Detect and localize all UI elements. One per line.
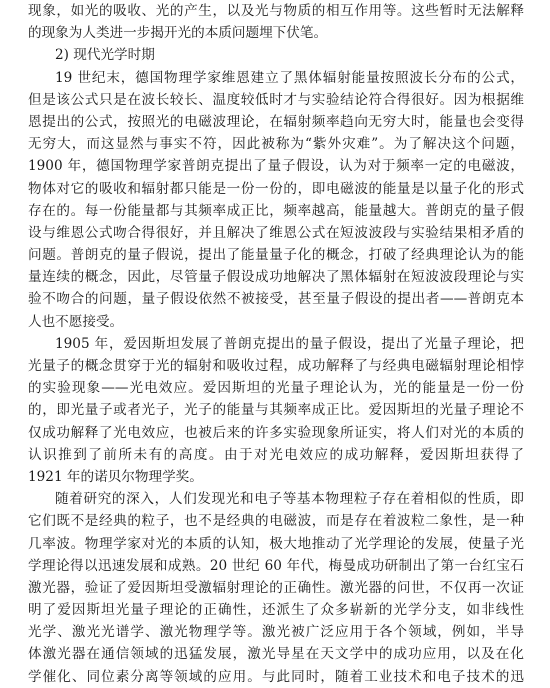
text-line: 1905 年，爱因斯坦发展了普朗克提出的量子假设，提出了光量子理论，把	[55, 335, 524, 352]
text-line: 它们既不是经典的粒子，也不是经典的电磁波，而是存在着波粒二象性，是一种	[28, 513, 524, 530]
document-page	[28, 0, 524, 688]
text-line: 现象，如光的吸收、光的产生，以及光与物质的相互作用等。这些暂时无法解释	[28, 3, 524, 19]
text-line: 的现象为人类进一步揭开光的本质问题埋下伏笔。	[28, 25, 328, 42]
text-line: 验不吻合的问题，量子假设依然不被接受，甚至量子假设的提出者——普朗克本	[28, 291, 524, 308]
text-line: 设与维恩公式吻合得很好，并且解决了维恩公式在短波波段与实验结果相矛盾的	[28, 224, 524, 241]
text-line: 学催化、同位素分离等领域的应用。与此同时，随着工业技术和电子技术的迅	[28, 668, 524, 685]
text-line: 人也不愿接受。	[28, 313, 124, 330]
section-heading: 2) 现代光学时期	[55, 47, 155, 64]
text-line: 学理论得以迅速发展和成熟。20 世纪 60 年代，梅曼成功研制出了第一台红宝石	[28, 557, 524, 574]
text-line: 恩提出的公式，按照光的电磁波理论，在辐射频率趋向无穷大时，能量也会变得	[28, 113, 524, 130]
text-line: 体激光器在通信领域的迅猛发展，激光导星在天文学中的成功应用，以及在化	[28, 646, 524, 663]
text-line: 1921 年的诺贝尔物理学奖。	[28, 468, 203, 485]
text-line: 物体对它的吸收和辐射都只能是一份一份的，即电磁波的能量是以量子化的形式	[28, 180, 524, 197]
text-line: 仅成功解释了光电效应，也被后来的许多实验现象所证实，将人们对光的本质的	[28, 424, 524, 441]
text-line: 1900 年，德国物理学家普朗克提出了量子假设，认为对于频率一定的电磁波，	[28, 158, 524, 175]
text-line: 激光器，验证了爱因斯坦受激辐射理论的正确性。激光器的问世，不仅再一次证	[28, 579, 524, 596]
text-line: 光量子的概念贯穿于光的辐射和吸收过程，成功解释了与经典电磁辐射理论相悖	[28, 358, 524, 374]
text-line: 随着研究的深入，人们发现光和电子等基本物理粒子存在着相似的性质，即	[55, 491, 524, 508]
text-line: 光学、激光光谱学、激光物理学等。激光被广泛应用于各个领域，例如，半导	[28, 624, 524, 641]
text-line: 明了爱因斯坦光量子理论的正确性，还派生了众多崭新的光学分支，如非线性	[28, 602, 524, 619]
text-line: 的实验现象——光电效应。爱因斯坦的光量子理论认为，光的能量是一份一份	[28, 380, 524, 397]
text-line: 但是该公式只是在波长较长、温度较低时才与实验结论符合得很好。因为根据维	[28, 91, 524, 108]
text-line: 认识推到了前所未有的高度。由于对光电效应的成功解释，爱因斯坦获得了	[28, 446, 524, 463]
text-line: 几率波。物理学家对光的本质的认知，极大地推动了光学理论的发展，使量子光	[28, 535, 524, 552]
text-line: 的，即光量子或者光子，光子的能量与其频率成正比。爱因斯坦的光量子理论不	[28, 402, 524, 419]
text-line: 存在的。每一份能量都与其频率成正比，频率越高，能量越大。普朗克的量子假	[28, 202, 524, 219]
text-line: 量连续的概念，因此，尽管量子假设成功地解决了黑体辐射在短波波段理论与实	[28, 269, 524, 286]
text-line: 19 世纪末，德国物理学家维恩建立了黑体辐射能量按照波长分布的公式，	[55, 69, 524, 86]
text-line: 问题。普朗克的量子假说，提出了能量量子化的概念，打破了经典理论认为的能	[28, 247, 524, 264]
text-line: 无穷大，而这显然与事实不符，因此被称为“紫外灾难”。为了解决这个问题，	[28, 136, 524, 153]
